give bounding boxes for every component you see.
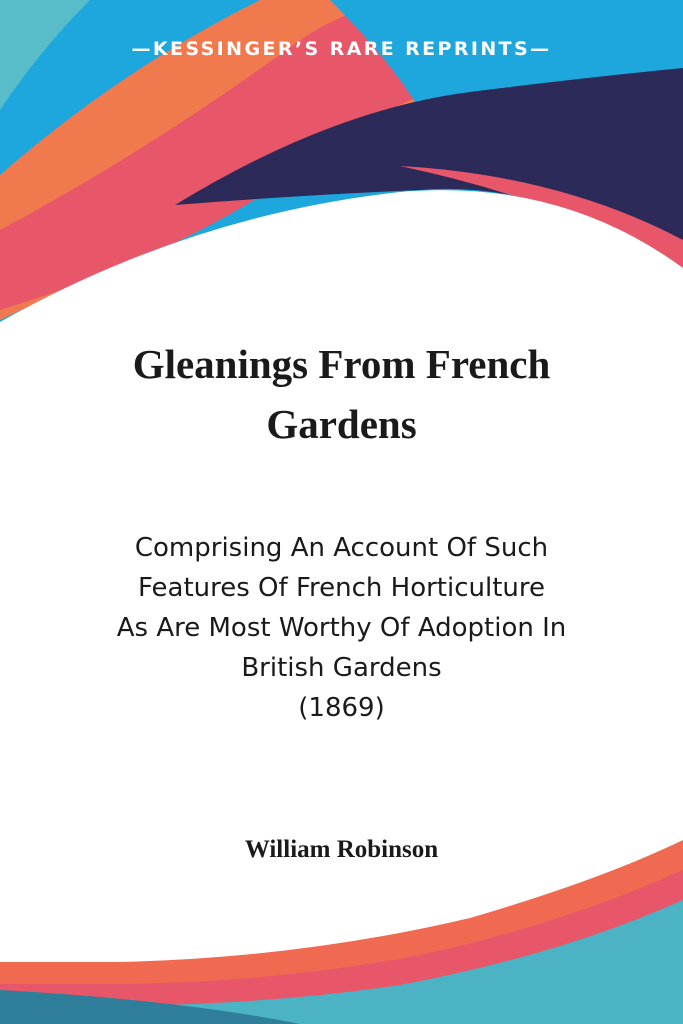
book-author: William Robinson xyxy=(244,836,439,863)
subtitle-line-1: Comprising An Account Of Such xyxy=(134,533,549,563)
book-subtitle xyxy=(40,528,643,728)
series-banner: —KESSINGER’S RARE REPRINTS— xyxy=(131,38,552,60)
subtitle-line-3: As Are Most Worthy Of Adoption In xyxy=(116,613,567,643)
subtitle-line-2: Features Of French Horticulture xyxy=(138,573,545,603)
subtitle-line-4: British Gardens xyxy=(241,653,442,683)
title-line-1: Gleanings From French xyxy=(132,341,551,387)
publication-year: (1869) xyxy=(298,693,385,723)
book-title xyxy=(40,334,643,454)
title-line-2: Gardens xyxy=(266,401,417,447)
